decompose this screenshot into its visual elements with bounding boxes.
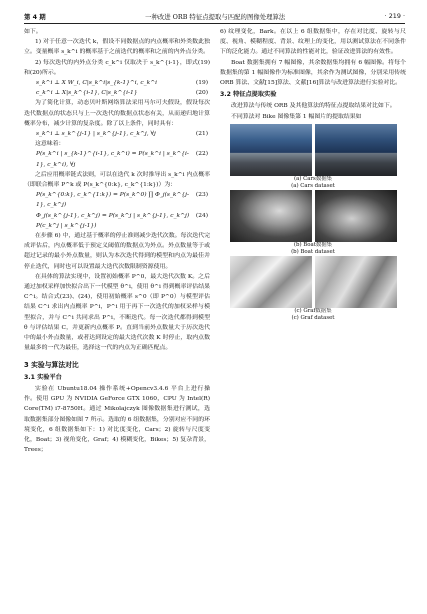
boat-image-1: [230, 190, 312, 242]
caption-cn: (c) Graf数据集: [294, 307, 332, 314]
running-title: 一种改进 ORB 特征点提取与匹配的图像处理算法: [145, 12, 286, 21]
issue-label: 第 4 期: [24, 12, 46, 21]
running-header: [24, 9, 405, 23]
figure-row-graf: [220, 256, 406, 308]
graf-image-1: [230, 256, 312, 308]
equation-body: P(s_k^i | s_{k-1}^{i-1}, c_k^i) = P(s_k^i | s_k^{i-1}, c_k^i), ∀j: [36, 151, 189, 168]
subsection-heading: 3.1 实验平台: [24, 373, 62, 381]
left-column: [24, 27, 210, 455]
equation-number: (20): [195, 90, 208, 97]
equation-24: [24, 211, 210, 231]
paragraph: 如下。: [24, 29, 42, 35]
paragraph: 6) 纹理变化，Bark。在以上 6 组数据集中，存在对比度、旋转与尺度、视角、模糊程度、背景、纹理上的变化，用以测试算法在不同条件下的泛化能力。通过不同算法的性能对比，验证改进算法的有效性。: [220, 29, 406, 56]
equation-21: [24, 129, 210, 139]
paragraph: 之后应用概率链式法则，可以在迭代 k 次时推导出 s_k^i 内点概率（即联合概率 P^k 或 P(s_k^{0:k}, c_k^{1:k})）为：: [24, 171, 210, 189]
paragraph: 为了简化计算，动态贝叶斯网络算法采用马尔可夫假设，假设每次迭代数据点的状态只与上一次迭代的数据点状态有关，从而递归地计算概率分布，减少计算的复杂度。除了以上条件，同时具有：: [24, 100, 210, 127]
caption-en: (b) Boat dataset: [291, 248, 335, 255]
figure-row-cars: [220, 124, 406, 176]
equation-body: s_k^i ⊥ s_k^{j-1} | s_k^{j-1}, c_k^j, ∀j: [36, 131, 156, 138]
paragraph: 在步骤 6) 中，通过基于概率的停止准则减少迭代次数。每次迭代完成评估后，内点概率低于预定义阈值的数据点为外点。外点数量等于或超过记录的最小外点数量，则认为本次迭代得到的模型和内点为最佳并停止迭代，同时也可以设置最大迭代次数限制资源使用。: [24, 233, 210, 270]
equation-body: P(s_k^{0:k}, c_k^{1:k}) = P(s_k^0) ∏ Φ_j(s_k^{j-1}, c_k^j): [36, 192, 189, 209]
equation-body: s_k^i ⊥ X W_i, C|s_k^i|s_{k-1}^i, c_k^i: [36, 80, 158, 87]
equation-number: (24): [195, 212, 208, 219]
equation-22: [24, 149, 210, 169]
paragraph: 这意味着：: [35, 141, 65, 148]
equation-number: (23): [195, 192, 208, 199]
boat-image-2: [315, 190, 397, 242]
caption-cn: (b) Boat数据集: [293, 241, 333, 248]
caption-en: (c) Graf dataset: [291, 314, 335, 321]
header-rule: [24, 23, 405, 24]
figure-row-boat: [220, 190, 406, 242]
equation-number: (21): [195, 131, 208, 138]
equation-23: [24, 190, 210, 210]
paragraph: 不同算法对 Bike 图像集第 1 幅图片的提取结果如: [231, 113, 362, 120]
caption-cn: (a) Cars数据集: [294, 175, 332, 182]
paragraph: 2) 每次迭代的内外点分类 c_k^i 仅取决于 s_k^{i-1}，即式(19)和(20)所示。: [24, 59, 210, 76]
equation-19: [24, 78, 210, 88]
equation-number: (22): [195, 151, 208, 158]
page-number: · 219 ·: [384, 12, 405, 20]
paragraph: 改进算法与传统 ORB 及其他算法的特征点提取结果对比如下。: [231, 103, 396, 110]
paragraph: 1) 对于任意一次迭代 k，假设不同数据点的内点概率和外类数此独立。变量概率 s_k^i 的概率基于之前迭代的概率和之前的内外点分类。: [24, 39, 210, 56]
equation-20: [24, 88, 210, 98]
equation-number: (19): [195, 80, 208, 87]
caption-en: (a) Cars dataset: [291, 182, 335, 189]
cars-image-1: [230, 124, 312, 176]
right-column: [220, 27, 406, 322]
paragraph: Boat 数据集拥有 7 幅图像，其余数据集均拥有 6 幅图像。将每个数据集的第 1 幅图像作为标准图像，其余作为测试图像，分别采用传统 ORB 算法、文献[15]算法、文献[16]算法与改进算法进行实验对比。: [220, 59, 406, 87]
paragraph: 在具体的算法实现中，设置初始概率 P^0，最大迭代次数 K。之后通过加权采样加快拟合出下一代模型 θ^i，使用 θ^i 得到概率评估结果 C^i。结合式(23)、(24)，使用初始概率 s^0（即 P^0）与模型评估结果 C^i 求出内点概率 P^i，P^i 用于再下一次迭代的加权采样与模型拟合，并与 C^i 共同求出 P^i，不断迭代。每一次迭代都得到模型 θ 与评估结果 C，并更新内点概率 P。直到当前外点数量大于历次迭代中的最小外点数量，或者达到设定的最大迭代次数 K 时停止，取内点数量最多的一代为最佳，选择这一代的内点为正确匹配点。: [24, 273, 210, 352]
cars-image-2: [315, 124, 397, 176]
subsection-heading: 3.2 特征点提取实验: [220, 91, 277, 99]
equation-body: Φ_j(s_k^{j-1}, c_k^j) = P(s_k^j | s_k^{j-1}, c_k^j) P(c_k^j | s_k^{j-1}): [36, 212, 190, 229]
figure-7: [220, 124, 406, 322]
paragraph: 实验在 Ubuntu18.04 操作系统+Opencv3.4.6 平台上进行操作。使用 GPU 为 NVIDIA GeForce GTX 1060，CPU 为 Intel(R) Core(TM) i7-8750H。通过 Mikolajczyk 图像数据集进行测试，选取数据集部分图像如图 7 所示。选取的 6 组数据集，分别对应不同的环境变化，6 组数据集如下：1) 对比度变化，Cars；2) 旋转与尺度变化，Boat；3) 视角变化，Graf；4) 模糊变化，Bikes；5) 复杂背景，Trees；: [24, 385, 210, 454]
equation-body: c_k^i ⊥ X|s_k^{i-1}, C|s_k^{i-1}: [36, 90, 138, 97]
section-heading: 3 实验与算法对比: [24, 360, 79, 369]
graf-image-2: [315, 256, 397, 308]
